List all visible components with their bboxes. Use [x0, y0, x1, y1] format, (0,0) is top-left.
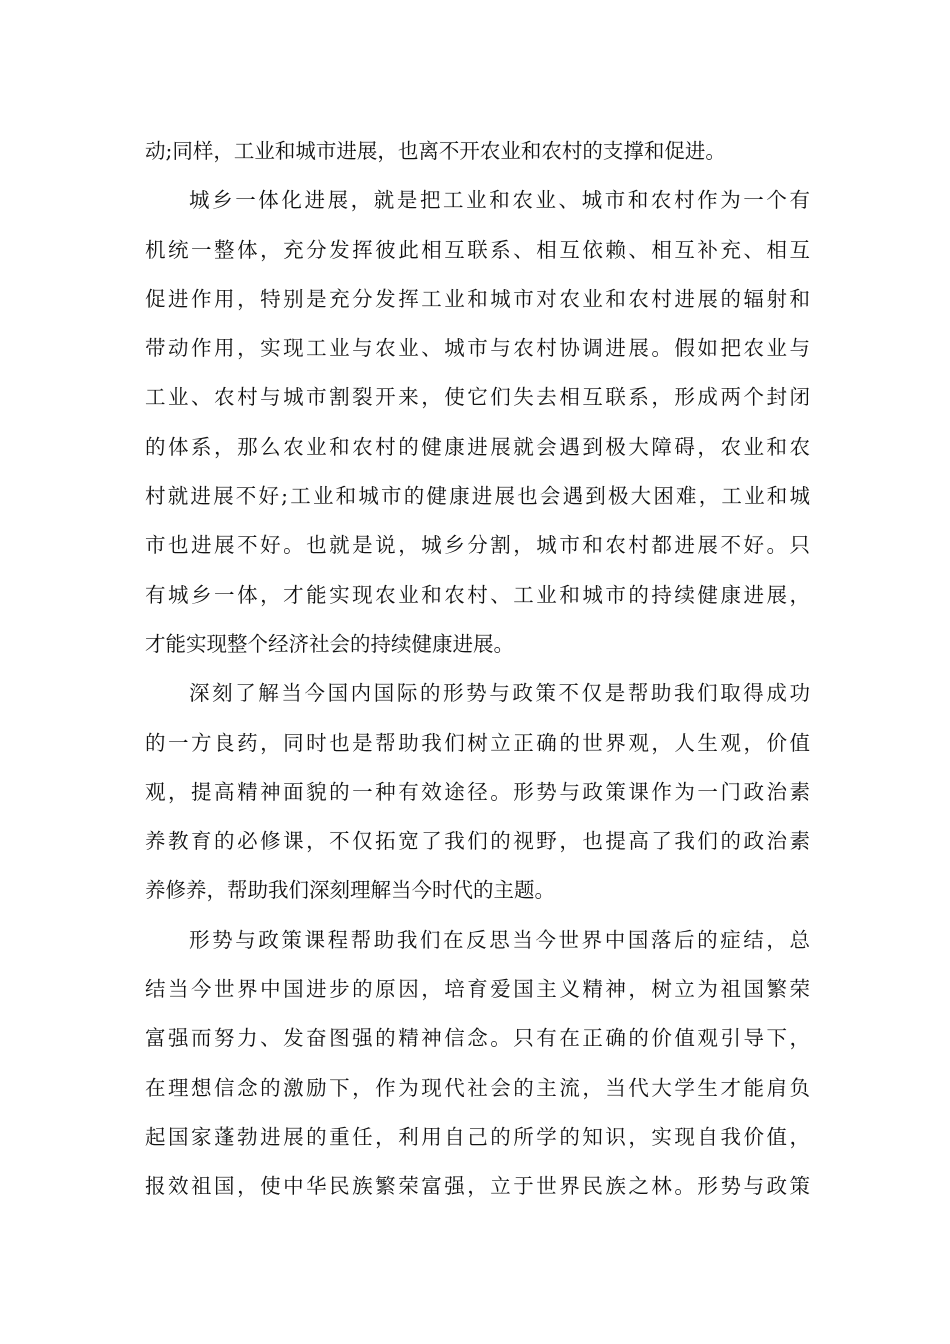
document-body [145, 127, 810, 1212]
text-line: 养教育的必修课，不仅拓宽了我们的视野，也提高了我们的政治素 [145, 829, 810, 854]
text-line: 工业、农村与城市割裂开来，使它们失去相互联系，形成两个封闭 [145, 385, 810, 410]
text-line: 机统一整体，充分发挥彼此相互联系、相互依赖、相互补充、相互 [145, 237, 810, 262]
text-line: 市也进展不好。也就是说，城乡分割，城市和农村都进展不好。只 [145, 533, 810, 558]
text-line: 的体系，那么农业和农村的健康进展就会遇到极大障碍，农业和农 [145, 434, 810, 459]
text-line: 带动作用，实现工业与农业、城市与农村协调进展。假如把农业与 [145, 336, 810, 361]
text-line: 村就进展不好;工业和城市的健康进展也会遇到极大困难，工业和城 [145, 484, 810, 509]
text-line: 深刻了解当今国内国际的形势与政策不仅是帮助我们取得成功 [189, 681, 810, 706]
text-line: 才能实现整个经济社会的持续健康进展。 [145, 631, 514, 656]
text-line: 有城乡一体，才能实现农业和农村、工业和城市的持续健康进展， [145, 582, 810, 607]
text-line: 观，提高精神面貌的一种有效途径。形势与政策课作为一门政治素 [145, 779, 810, 804]
text-line: 富强而努力、发奋图强的精神信念。只有在正确的价值观引导下， [145, 1026, 810, 1051]
text-line: 动;同样，工业和城市进展，也离不开农业和农村的支撑和促进。 [145, 139, 726, 163]
text-line: 起国家蓬勃进展的重任，利用自己的所学的知识，实现自我价值， [145, 1124, 810, 1149]
text-line: 城乡一体化进展，就是把工业和农业、城市和农村作为一个有 [189, 188, 810, 213]
text-line: 在理想信念的激励下，作为现代社会的主流，当代大学生才能肩负 [145, 1075, 810, 1100]
text-line: 养修养，帮助我们深刻理解当今时代的主题。 [145, 878, 555, 903]
text-line: 报效祖国，使中华民族繁荣富强，立于世界民族之林。形势与政策 [145, 1174, 810, 1199]
text-line: 的一方良药，同时也是帮助我们树立正确的世界观，人生观，价值 [145, 730, 810, 755]
text-line: 结当今世界中国进步的原因，培育爱国主义精神，树立为祖国繁荣 [145, 977, 810, 1002]
text-line: 形势与政策课程帮助我们在反思当今世界中国落后的症结，总 [189, 927, 810, 952]
text-line: 促进作用，特别是充分发挥工业和城市对农业和农村进展的辐射和 [145, 286, 810, 311]
